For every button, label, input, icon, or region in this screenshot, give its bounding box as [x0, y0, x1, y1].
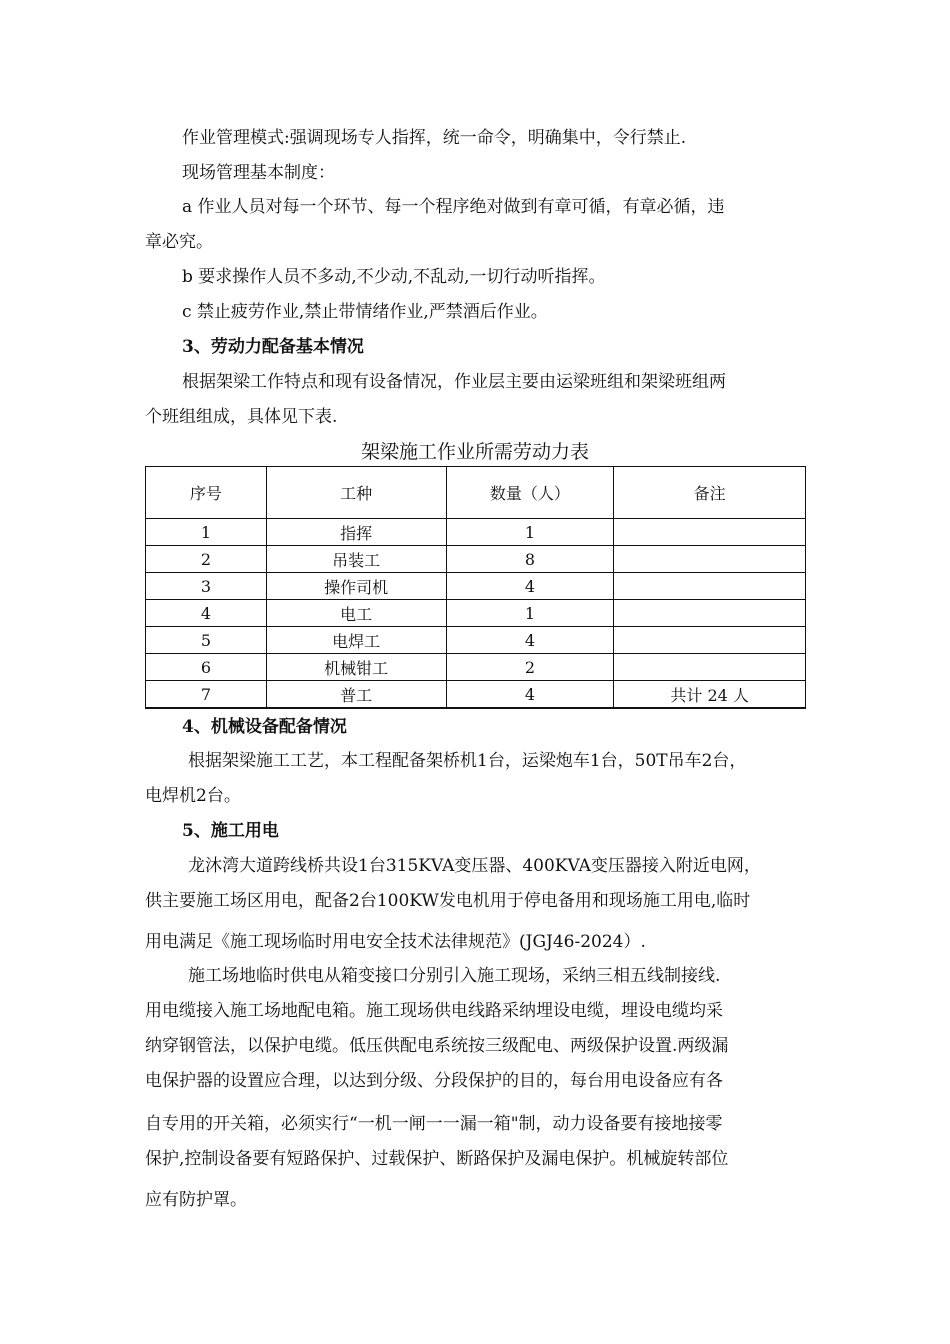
labor-table: [145, 466, 806, 709]
table-row: [146, 600, 806, 627]
table-row: [146, 573, 806, 600]
cell-quantity: 4: [446, 573, 614, 600]
cell-remarks: [614, 600, 806, 627]
management-mode-text: 作业管理模式:强调现场专人指挥，统一命令，明确集中，令行禁止.: [182, 128, 687, 148]
section-5-heading: 5、施工用电: [182, 821, 279, 841]
table-caption: 架梁施工作业所需劳动力表: [360, 441, 589, 463]
section-3-heading: 3、劳动力配备基本情况: [182, 337, 364, 357]
table-row: [146, 546, 806, 573]
rule-c-text: c 禁止疲劳作业,禁止带情绪作业,严禁酒后作业。: [182, 302, 548, 322]
wiring-line-5: 自专用的开关箱，必须实行“一机一闸一一漏一箱"制，动力设备要有接地接零: [145, 1114, 723, 1134]
wiring-line-6: 保护,控制设备要有短路保护、过载保护、断路保护及漏电保护。机械旋转部位: [145, 1149, 729, 1169]
header-cell-index: 序号: [146, 467, 267, 519]
cell-quantity: 4: [446, 627, 614, 654]
cell-index: 6: [146, 654, 267, 681]
cell-trade: 普工: [266, 681, 446, 709]
cell-trade: 电焊工: [266, 627, 446, 654]
rule-a-line-2: 章必究。: [145, 232, 213, 252]
table-row: [146, 519, 806, 546]
cell-trade: 机械钳工: [266, 654, 446, 681]
cell-trade: 操作司机: [266, 573, 446, 600]
wiring-line-7: 应有防护罩。: [145, 1190, 247, 1210]
wiring-line-4: 电保护器的设置应合理，以达到分级、分段保护的目的，每台用电设备应有各: [145, 1071, 723, 1091]
table-row: [146, 681, 806, 709]
cell-index: 4: [146, 600, 267, 627]
cell-remarks: 共计 24 人: [614, 681, 806, 709]
cell-index: 5: [146, 627, 267, 654]
rule-b-text: b 要求操作人员不多动,不少动,不乱动,一切行动听指挥。: [182, 267, 606, 287]
labor-intro-line-1: 根据架梁工作特点和现有设备情况，作业层主要由运梁班组和架梁班组两: [182, 372, 726, 392]
rule-a-line-1: a 作业人员对每一个环节、每一个程序绝对做到有章可循，有章必循，违: [182, 197, 725, 217]
labor-intro-line-2: 个班组组成，具体见下表.: [145, 407, 338, 427]
wiring-line-1: 施工场地临时供电从箱变接口分别引入施工现场，采纳三相五线制接线.: [188, 966, 721, 986]
table-row: [146, 654, 806, 681]
power-supply-line-2: 供主要施工场区用电，配备2台100KW发电机用于停电备用和现场施工用电,临时: [145, 891, 751, 911]
power-supply-line-3: 用电满足《施工现场临时用电安全技术法律规范》(JGJ46-2024）.: [145, 932, 646, 952]
cell-trade: 电工: [266, 600, 446, 627]
cell-index: 3: [146, 573, 267, 600]
cell-quantity: 1: [446, 519, 614, 546]
equipment-line-2: 电焊机2台。: [145, 786, 241, 806]
wiring-line-2: 用电缆接入施工场地配电箱。施工现场供电线路采纳埋设电缆，埋设电缆均采: [145, 1001, 723, 1021]
header-cell-trade: 工种: [266, 467, 446, 519]
table-header-row: [146, 467, 806, 519]
cell-quantity: 4: [446, 681, 614, 709]
equipment-line-1: 根据架梁施工工艺，本工程配备架桥机1台，运梁炮车1台，50T吊车2台，: [188, 751, 747, 771]
table-row: [146, 627, 806, 654]
header-cell-quantity: 数量（人）: [446, 467, 614, 519]
cell-remarks: [614, 627, 806, 654]
cell-index: 7: [146, 681, 267, 709]
cell-trade: 吊装工: [266, 546, 446, 573]
section-4-heading: 4、机械设备配备情况: [182, 717, 347, 737]
cell-quantity: 8: [446, 546, 614, 573]
cell-quantity: 1: [446, 600, 614, 627]
cell-remarks: [614, 519, 806, 546]
cell-trade: 指挥: [266, 519, 446, 546]
cell-quantity: 2: [446, 654, 614, 681]
power-supply-line-1: 龙沐湾大道跨线桥共设1台315KVA变压器、400KVA变压器接入附近电网，: [188, 856, 761, 876]
header-cell-remarks: 备注: [614, 467, 806, 519]
cell-remarks: [614, 573, 806, 600]
wiring-line-3: 纳穿钢管法，以保护电缆。低压供配电系统按三级配电、两级保护设置.两级漏: [145, 1036, 729, 1056]
cell-remarks: [614, 546, 806, 573]
cell-remarks: [614, 654, 806, 681]
cell-index: 2: [146, 546, 267, 573]
management-system-text: 现场管理基本制度：: [182, 163, 335, 183]
cell-index: 1: [146, 519, 267, 546]
